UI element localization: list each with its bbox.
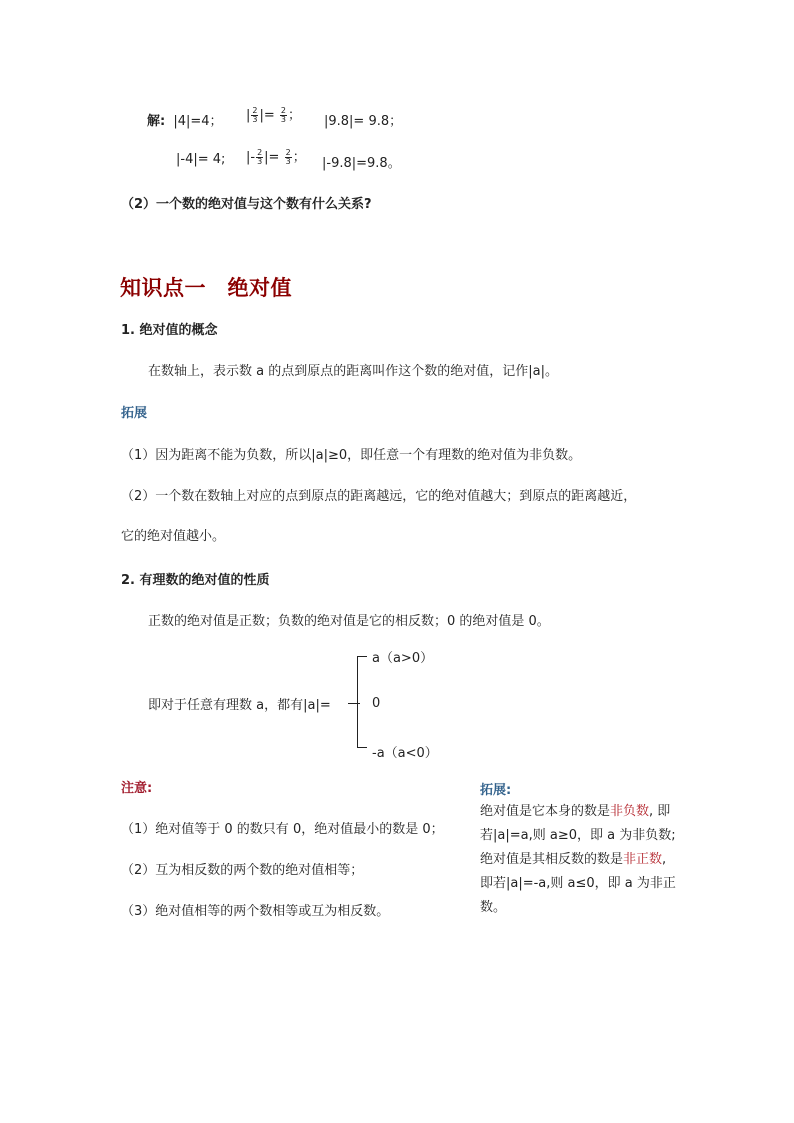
side-ext-line-5: 数。: [480, 900, 507, 915]
side-ext-line-3: 绝对值是其相反数的数是非正数,: [480, 852, 667, 867]
side-ext-line-1: 绝对值是它本身的数是非负数, 即: [480, 804, 671, 819]
brace: [357, 656, 358, 748]
formula-lead: 即对于任意有理数 a，都有|a|=: [148, 698, 331, 713]
abs-4: |4|=4；: [173, 114, 223, 129]
highlight-nonnegative: 非负数: [610, 804, 650, 819]
sub1-body: 在数轴上，表示数 a 的点到原点的距离叫作这个数的绝对值，记作|a|。: [148, 364, 558, 379]
solution-label: 解:: [147, 114, 166, 129]
abs-neg-4: |-4|= 4;: [176, 152, 226, 167]
sub1-title: 1. 绝对值的概念: [121, 323, 218, 338]
fraction: $\frac{2}{3}$: [257, 148, 263, 166]
side-ext-line-4: 即若|a|=-a,则 a≤0，即 a 为非正: [480, 876, 676, 891]
sub2-title: 2. 有理数的绝对值的性质: [121, 573, 270, 588]
section-title: 知识点一 绝对值: [120, 276, 292, 300]
note-item-2: （2）互为相反数的两个数的绝对值相等；: [121, 863, 364, 878]
note-label: 注意:: [121, 781, 153, 796]
fraction: $\frac{2}{3}$: [285, 148, 291, 166]
abs-neg-9-8: |-9.8|=9.8。: [322, 156, 401, 171]
extension-item-1: （1）因为距离不能为负数，所以|a|≥0，即任意一个有理数的绝对值为非负数。: [121, 448, 582, 463]
fraction: $\frac{2}{3}$: [252, 106, 258, 124]
note-item-3: （3）绝对值相等的两个数相等或互为相反数。: [121, 904, 390, 919]
question-2: （2）一个数的绝对值与这个数有什么关系?: [121, 197, 372, 212]
case-zero: 0: [372, 696, 381, 711]
sub2-body: 正数的绝对值是正数；负数的绝对值是它的相反数；0 的绝对值是 0。: [148, 614, 550, 629]
solution-row-1: [147, 110, 223, 129]
brace-bottom: [357, 747, 367, 748]
extension-label: 拓展: [121, 406, 148, 421]
abs-two-thirds: | $\frac{2}{3}$ |= $\frac{2}{3}$ ；: [246, 106, 302, 124]
highlight-nonpositive: 非正数: [623, 852, 663, 867]
side-ext-line-2: 若|a|=a,则 a≥0，即 a 为非负数;: [480, 828, 676, 843]
note-item-1: （1）绝对值等于 0 的数只有 0，绝对值最小的数是 0；: [121, 822, 444, 837]
brace-top: [357, 656, 367, 657]
extension-item-2: （2）一个数在数轴上对应的点到原点的距离越远，它的绝对值越大；到原点的距离越近，: [121, 489, 637, 504]
case-positive: a（a>0）: [372, 651, 434, 666]
abs-9-8: |9.8|= 9.8；: [324, 114, 403, 129]
case-negative: -a（a<0）: [372, 746, 438, 761]
side-ext-label: 拓展:: [480, 783, 512, 798]
fraction: $\frac{2}{3}$: [280, 106, 286, 124]
brace-tick: [348, 703, 360, 704]
extension-item-2-cont: 它的绝对值越小。: [121, 529, 226, 544]
abs-neg-two-thirds: |- $\frac{2}{3}$ |= $\frac{2}{3}$ ；: [246, 148, 306, 166]
